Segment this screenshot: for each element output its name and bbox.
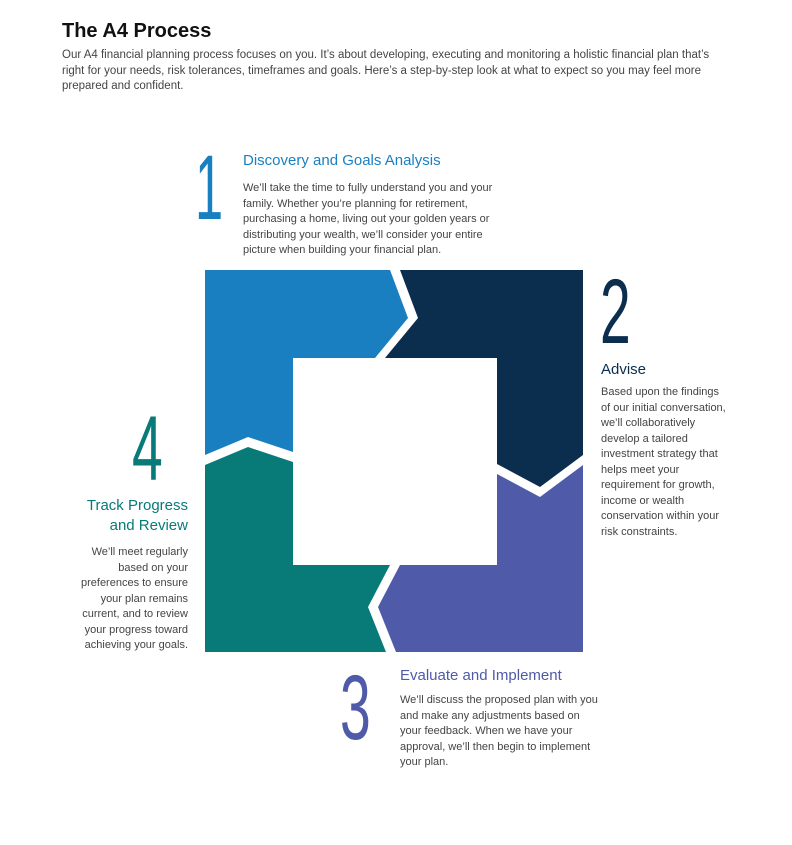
step-2-heading: Advise — [601, 361, 647, 378]
step-1-number: 1 — [195, 137, 224, 239]
step-3-segment — [378, 465, 583, 652]
step-2-segment — [385, 270, 583, 487]
step-3-number: 3 — [340, 657, 371, 759]
step-1-segment — [205, 270, 408, 455]
step-4-heading: Track Progress and Review — [86, 497, 188, 534]
step-2-body: Based upon the findings of our initial conversation, we’ll collaboratively develop a tailored investment strategy that helps meet your requirement for growth, income or wealth conservation within your risk constraints. — [601, 386, 726, 538]
step-4-number: 4 — [132, 398, 163, 500]
step-3-body: We’ll discuss the proposed plan with you and make any adjustments based on your feedback. When we have your approval, we’ll then begin to implement your plan. — [400, 694, 598, 768]
intro-text: Our A4 financial planning process focuses on you. It’s about developing, executing and monitoring a holistic financial plan that’s right for your needs, risk tolerances, timeframes and goals. Here’s a step-by-step look at what to expect so you may feel more prepared and confident. — [62, 49, 710, 92]
step-3-heading: Evaluate and Implement — [400, 667, 562, 684]
step-1-heading: Discovery and Goals Analysis — [243, 152, 441, 169]
page-title: The A4 Process — [62, 20, 212, 42]
step-2-number: 2 — [600, 261, 631, 363]
step-4-segment — [205, 447, 390, 652]
step-1-body: We’ll take the time to fully understand you and your family. Whether you’re planning for retirement, purchasing a home, living out your golden years or distributing your wealth, we’ll consider your entire picture when building your financial plan. — [243, 182, 493, 256]
step-4-body: We’ll meet regularly based on your preferences to ensure your plan remains current, and to review your progress toward achieving your goals. — [80, 546, 188, 651]
